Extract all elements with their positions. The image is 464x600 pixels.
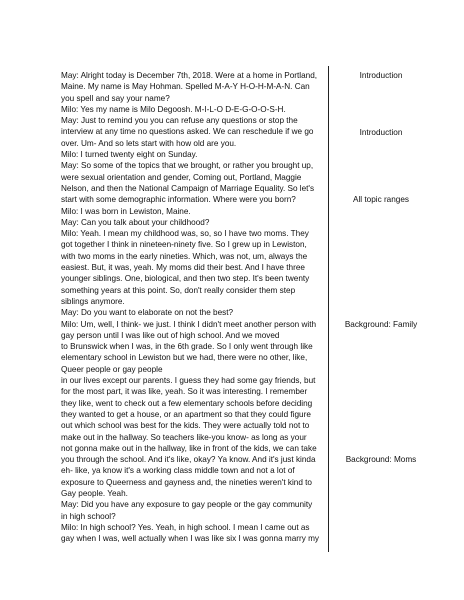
transcript-line: you spell and say your name? bbox=[61, 93, 170, 103]
margin-annotation: Introduction bbox=[359, 71, 403, 80]
margin-annotation: Introduction bbox=[359, 127, 403, 137]
transcript-line: siblings anymore. bbox=[61, 296, 125, 306]
transcript-line: got together I think in nineteen-ninety five. So I grew up in Lewiston, bbox=[61, 240, 307, 250]
transcript-line: Milo: I turned twenty eight on Sunday. bbox=[61, 150, 198, 160]
transcript-line: for the most part, it was like, yeah. So it was interesting. I remember bbox=[61, 387, 308, 397]
transcript-line: something years at this point. So, don't really consider them step bbox=[61, 285, 296, 295]
margin-annotation: Background: Family bbox=[344, 319, 418, 329]
margin-divider-line bbox=[328, 66, 329, 552]
transcript-line: easiest. But, it was, yeah. My moms did their best. And I have three bbox=[61, 263, 305, 273]
transcript-line: Milo: In high school? Yes. Yeah, in high school. I mean I came out as bbox=[61, 522, 310, 532]
transcript-line: Queer people or gay people bbox=[61, 364, 163, 374]
transcript-line: eh- like, ya know it's a working class middle town and not a lot of bbox=[61, 466, 295, 476]
transcript-line: May: Alright today is December 7th, 2018. Were at a home in Portland, bbox=[61, 71, 318, 80]
transcript-line: over. Um- And so lets start with how old are you. bbox=[61, 138, 237, 148]
transcript-line: in high school? bbox=[61, 511, 116, 521]
transcript-line: to Brunswick when I was, in the 6th grade. So I only went through like bbox=[61, 342, 313, 352]
transcript-line: May: So some of the topics that we brought, or rather you brought up, bbox=[61, 161, 314, 171]
transcript-line: not gonna make out in the hallway, like in front of the kids, we can take bbox=[61, 443, 317, 453]
transcript-line: May: Can you talk about your childhood? bbox=[61, 217, 210, 227]
transcript-line: were sexual orientation and gender, Coming out, Portland, Maggie bbox=[61, 172, 302, 182]
transcript-line: Nelson, and then the National Campaign of Marriage Equality. So let's bbox=[61, 183, 315, 193]
margin-annotation: All topic ranges bbox=[353, 195, 409, 205]
transcript-line: they wanted to get a house, or an apartment so that they could figure bbox=[61, 409, 311, 419]
transcript-line: with two moms in the early nineties. Which, was not, um, always the bbox=[61, 251, 308, 261]
transcript-line: make out in the hallway. So teachers like-you know- as long as your bbox=[61, 432, 307, 442]
transcript-line: Milo: Um, well, I think- we just. I think I didn't meet another person with bbox=[61, 319, 317, 329]
transcript-line: younger siblings. One, biological, and then two step. It's been twenty bbox=[61, 274, 310, 284]
transcript-line: Milo: Yes my name is Milo Degoosh. M-I-L-O D-E-G-O-O-S-H. bbox=[61, 104, 286, 114]
transcript-body bbox=[61, 70, 325, 544]
transcript-line: gay when I was, well actually when I was like six I was gonna marry my bbox=[61, 534, 320, 544]
transcript-line: May: Just to remind you you can refuse any questions or stop the bbox=[61, 116, 298, 126]
transcript-line: they like, went to check out a few elementary schools before deciding bbox=[61, 398, 313, 408]
transcript-line: interview at any time no questions asked. We can reschedule if we go bbox=[61, 127, 314, 137]
transcript-line: Milo: I was born in Lewiston, Maine. bbox=[61, 206, 191, 216]
transcript-line: you through the school. And it's like, okay? Ya know. And it's just kinda bbox=[61, 455, 316, 465]
transcript-line: gay person until I was like out of high school. And we moved bbox=[61, 330, 280, 340]
margin-annotation: Background: Moms bbox=[345, 455, 417, 465]
transcript-line: elementary school in Lewiston but we had, there were no other, like, bbox=[61, 353, 308, 363]
transcript-line: Maine. My name is May Hohman. Spelled M-A-Y H-O-H-M-A-N. Can bbox=[61, 82, 310, 92]
transcript-line: out which school was best for the kids. They were actually told not to bbox=[61, 421, 310, 431]
transcript-line: Milo: Yeah. I mean my childhood was, so, so I have two moms. They bbox=[61, 229, 309, 239]
transcript-line: May: Did you have any exposure to gay people or the gay community bbox=[61, 500, 313, 510]
transcript-line: start with some demographic information. Where were you born? bbox=[61, 195, 296, 205]
transcript-line: Gay people. Yeah. bbox=[61, 488, 128, 498]
transcript-line: in our lives except our parents. I guess they had some gay friends, but bbox=[61, 376, 316, 386]
transcript-line: exposure to Queerness and gayness and, the nineties weren't kind to bbox=[61, 477, 312, 487]
transcript-line: May: Do you want to elaborate on not the best? bbox=[61, 308, 234, 318]
